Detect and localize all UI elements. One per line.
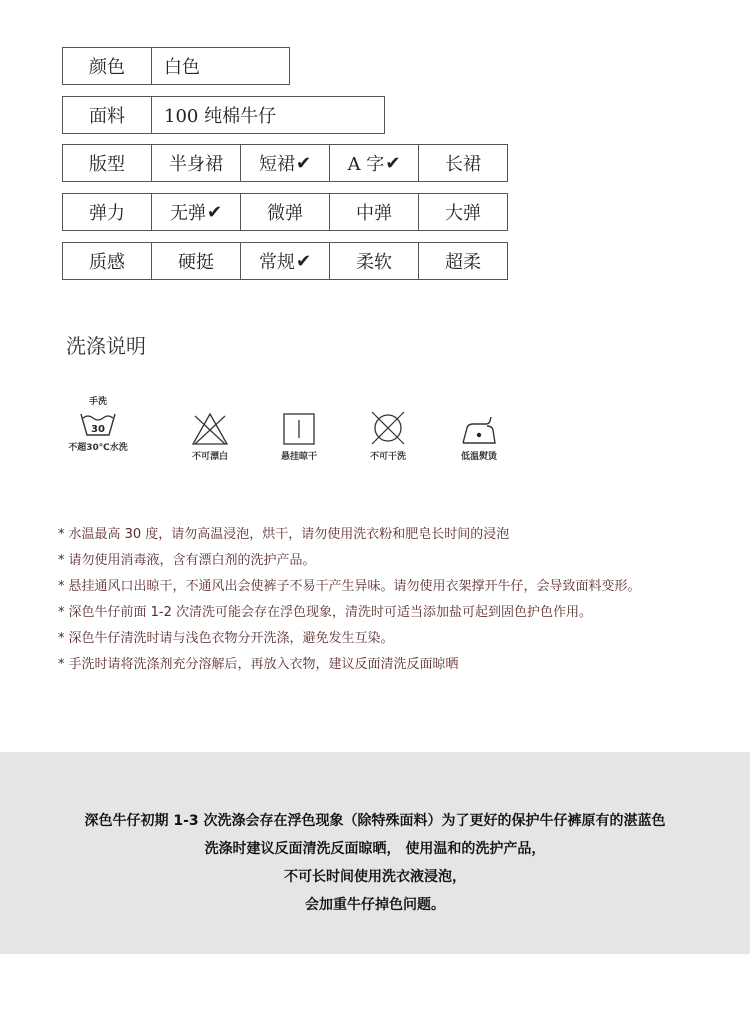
texture-option-3	[329, 242, 419, 280]
texture-option-4-label: 超柔	[445, 252, 481, 273]
notice-line-1: 深色牛仔初期 1-3 次洗涤会存在浮色现象（除特殊面料）为了更好的保护牛仔裤原有的湛蓝色	[84, 813, 666, 829]
spec-row-texture	[62, 242, 508, 280]
texture-option-2-label: 常规	[258, 252, 295, 273]
fit-option-2	[240, 144, 330, 182]
hand-wash-caption: 不超30℃水洗	[68, 443, 128, 453]
fit-option-1-label: 半身裙	[169, 154, 223, 175]
spec-label-texture: 质感	[62, 242, 152, 280]
fit-option-2-label: 短裙	[258, 154, 295, 175]
spec-label-fabric: 面料	[62, 96, 152, 134]
list-item: * 请勿使用消毒液，含有漂白剂的洗护产品。	[58, 553, 316, 568]
spec-row-fabric	[62, 96, 385, 134]
texture-option-1-label: 硬挺	[178, 252, 214, 273]
hand-wash-icon	[79, 411, 117, 437]
low-iron-icon	[460, 414, 498, 446]
list-item: * 深色牛仔前面 1-2 次清洗可能会存在浮色现象，清洗时可适当添加盐可起到固色护色作用。	[58, 605, 592, 620]
stretch-option-2-label: 微弹	[267, 203, 303, 224]
care-no-bleach	[182, 412, 238, 462]
spec-label-stretch: 弹力	[62, 193, 152, 231]
list-item: * 水温最高 30 度，请勿高温浸泡，烘干，请勿使用洗衣粉和肥皂长时间的浸泡	[58, 527, 510, 542]
list-item: * 深色牛仔清洗时请与浅色衣物分开洗涤，避免发生互染。	[58, 631, 394, 646]
notice-line-2: 洗涤时建议反面清洗反面晾晒， 使用温和的洗护产品，	[204, 841, 546, 857]
no-dry-clean-icon	[369, 410, 407, 446]
checkmark-icon: ✔	[206, 201, 223, 223]
list-item: * 手洗时请将洗涤剂充分溶解后，再放入衣物，建议反面清洗反面晾晒	[58, 657, 459, 672]
care-no-dry-clean	[360, 410, 416, 462]
spec-label-fit: 版型	[62, 144, 152, 182]
care-notes-list	[58, 524, 641, 680]
fit-option-1	[151, 144, 241, 182]
stretch-option-1-label: 无弹	[169, 203, 206, 224]
wash-instructions-title: 洗涤说明	[66, 334, 146, 358]
care-hand-wash	[62, 394, 134, 453]
no-dry-clean-caption: 不可干洗	[369, 452, 406, 462]
fit-option-4-label: 长裙	[445, 154, 481, 175]
hang-dry-icon	[282, 412, 316, 446]
notice-line-3: 不可长时间使用洗衣液浸泡，	[284, 869, 466, 885]
fit-option-3-label: A 字	[347, 154, 385, 175]
texture-option-1	[151, 242, 241, 280]
spec-row-stretch	[62, 193, 508, 231]
fit-option-3	[329, 144, 419, 182]
stretch-option-1	[151, 193, 241, 231]
stretch-option-4-label: 大弹	[445, 203, 481, 224]
checkmark-icon: ✔	[385, 152, 401, 174]
hand-wash-top-label: 手洗	[88, 397, 107, 407]
spec-value-color: 白色	[151, 47, 290, 85]
stretch-option-3-label: 中弹	[356, 203, 392, 224]
care-hang-dry	[270, 412, 328, 462]
fit-option-4	[418, 144, 508, 182]
spec-value-fabric: 100 纯棉牛仔	[151, 96, 385, 134]
checkmark-icon: ✔	[295, 152, 312, 174]
checkmark-icon: ✔	[295, 250, 312, 272]
care-low-iron	[450, 414, 508, 462]
spec-row-color	[62, 47, 290, 85]
no-bleach-icon	[191, 412, 229, 446]
notice-line-4: 会加重牛仔掉色问题。	[305, 897, 445, 913]
stretch-option-4	[418, 193, 508, 231]
texture-option-2	[240, 242, 330, 280]
spec-label-color: 颜色	[62, 47, 152, 85]
spec-row-fit	[62, 144, 508, 182]
notice-panel	[0, 752, 750, 954]
no-bleach-caption: 不可漂白	[191, 452, 228, 462]
texture-option-3-label: 柔软	[356, 252, 392, 273]
low-iron-caption: 低温熨烫	[460, 452, 497, 462]
stretch-option-3	[329, 193, 419, 231]
stretch-option-2	[240, 193, 330, 231]
hand-wash-temp: 30	[91, 424, 105, 435]
hang-dry-caption: 悬挂晾干	[280, 452, 317, 462]
texture-option-4	[418, 242, 508, 280]
list-item: * 悬挂通风口出晾干，不通风出会使裤子不易干产生异味。请勿使用衣架撑开牛仔，会导致面料变形。	[58, 579, 641, 594]
